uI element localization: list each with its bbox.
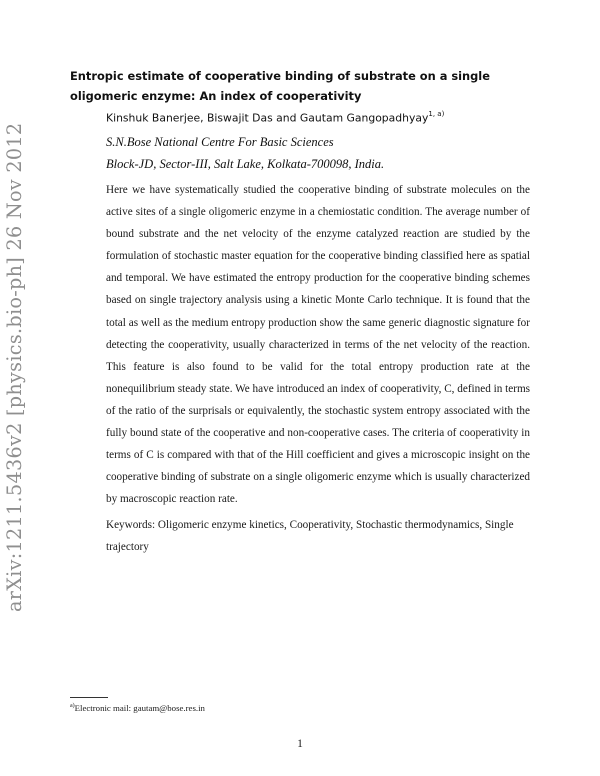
affiliation-line-1: S.N.Bose National Centre For Basic Sciences (106, 135, 334, 149)
author-list (106, 111, 444, 125)
footnote-rule (70, 697, 108, 698)
footnote-marker: a) (70, 703, 75, 710)
author-names: Kinshuk Banerjee, Biswajit Das and Gautam Gangopadhyay (106, 111, 429, 125)
affiliation-line-2: Block-JD, Sector-III, Salt Lake, Kolkata-700098, India. (106, 157, 385, 171)
page-number: 1 (297, 738, 303, 750)
abstract-text: Here we have systematically studied the cooperative binding of substrate molecules on the active sites of a single oligomeric enzyme in a chemiostatic condition. The average number of bound substrate and the net velocity of the enzyme catalyzed reaction are studied by the formulation of stochastic master equation for the cooperative binding classified here as spatial and temporal. We have estimated the entropy production for the cooperative binding schemes based on single trajectory analysis using a kinetic Monte Carlo technique. It is found that the total as well as the medium entropy production show the same generic diagnostic signature for detecting the cooperativity, usually characterized in terms of the net velocity of the reaction. This feature is also found to be valid for the total entropy production rate at the nonequilibrium steady state. We have introduced an index of cooperativity, C, defined in terms of the ratio of the surprisals or equivalently, the stochastic system entropy associated with the fully bound state of the cooperative and non-cooperative cases. The criteria of cooperativity in terms of C is compared with that of the Hill coefficient and gives a microscopic insight on the cooperative binding of substrate on a single oligomeric enzyme which is usually characterized by macroscopic reaction rate. (106, 184, 530, 506)
footnote (70, 703, 205, 713)
author-affiliation-marker: 1, a) (428, 110, 445, 118)
paper-title: Entropic estimate of cooperative binding of substrate on a single oligomeric enzyme: An index of cooperativity (70, 69, 490, 103)
footnote-text: Electronic mail: gautam@bose.res.in (74, 703, 205, 713)
arxiv-identifier-stamp: arXiv:1211.5436v2 [physics.bio-ph] 26 Nov 2012 (3, 122, 26, 612)
keywords-text: Keywords: Oligomeric enzyme kinetics, Cooperativity, Stochastic thermodynamics, Single trajectory (106, 519, 514, 553)
